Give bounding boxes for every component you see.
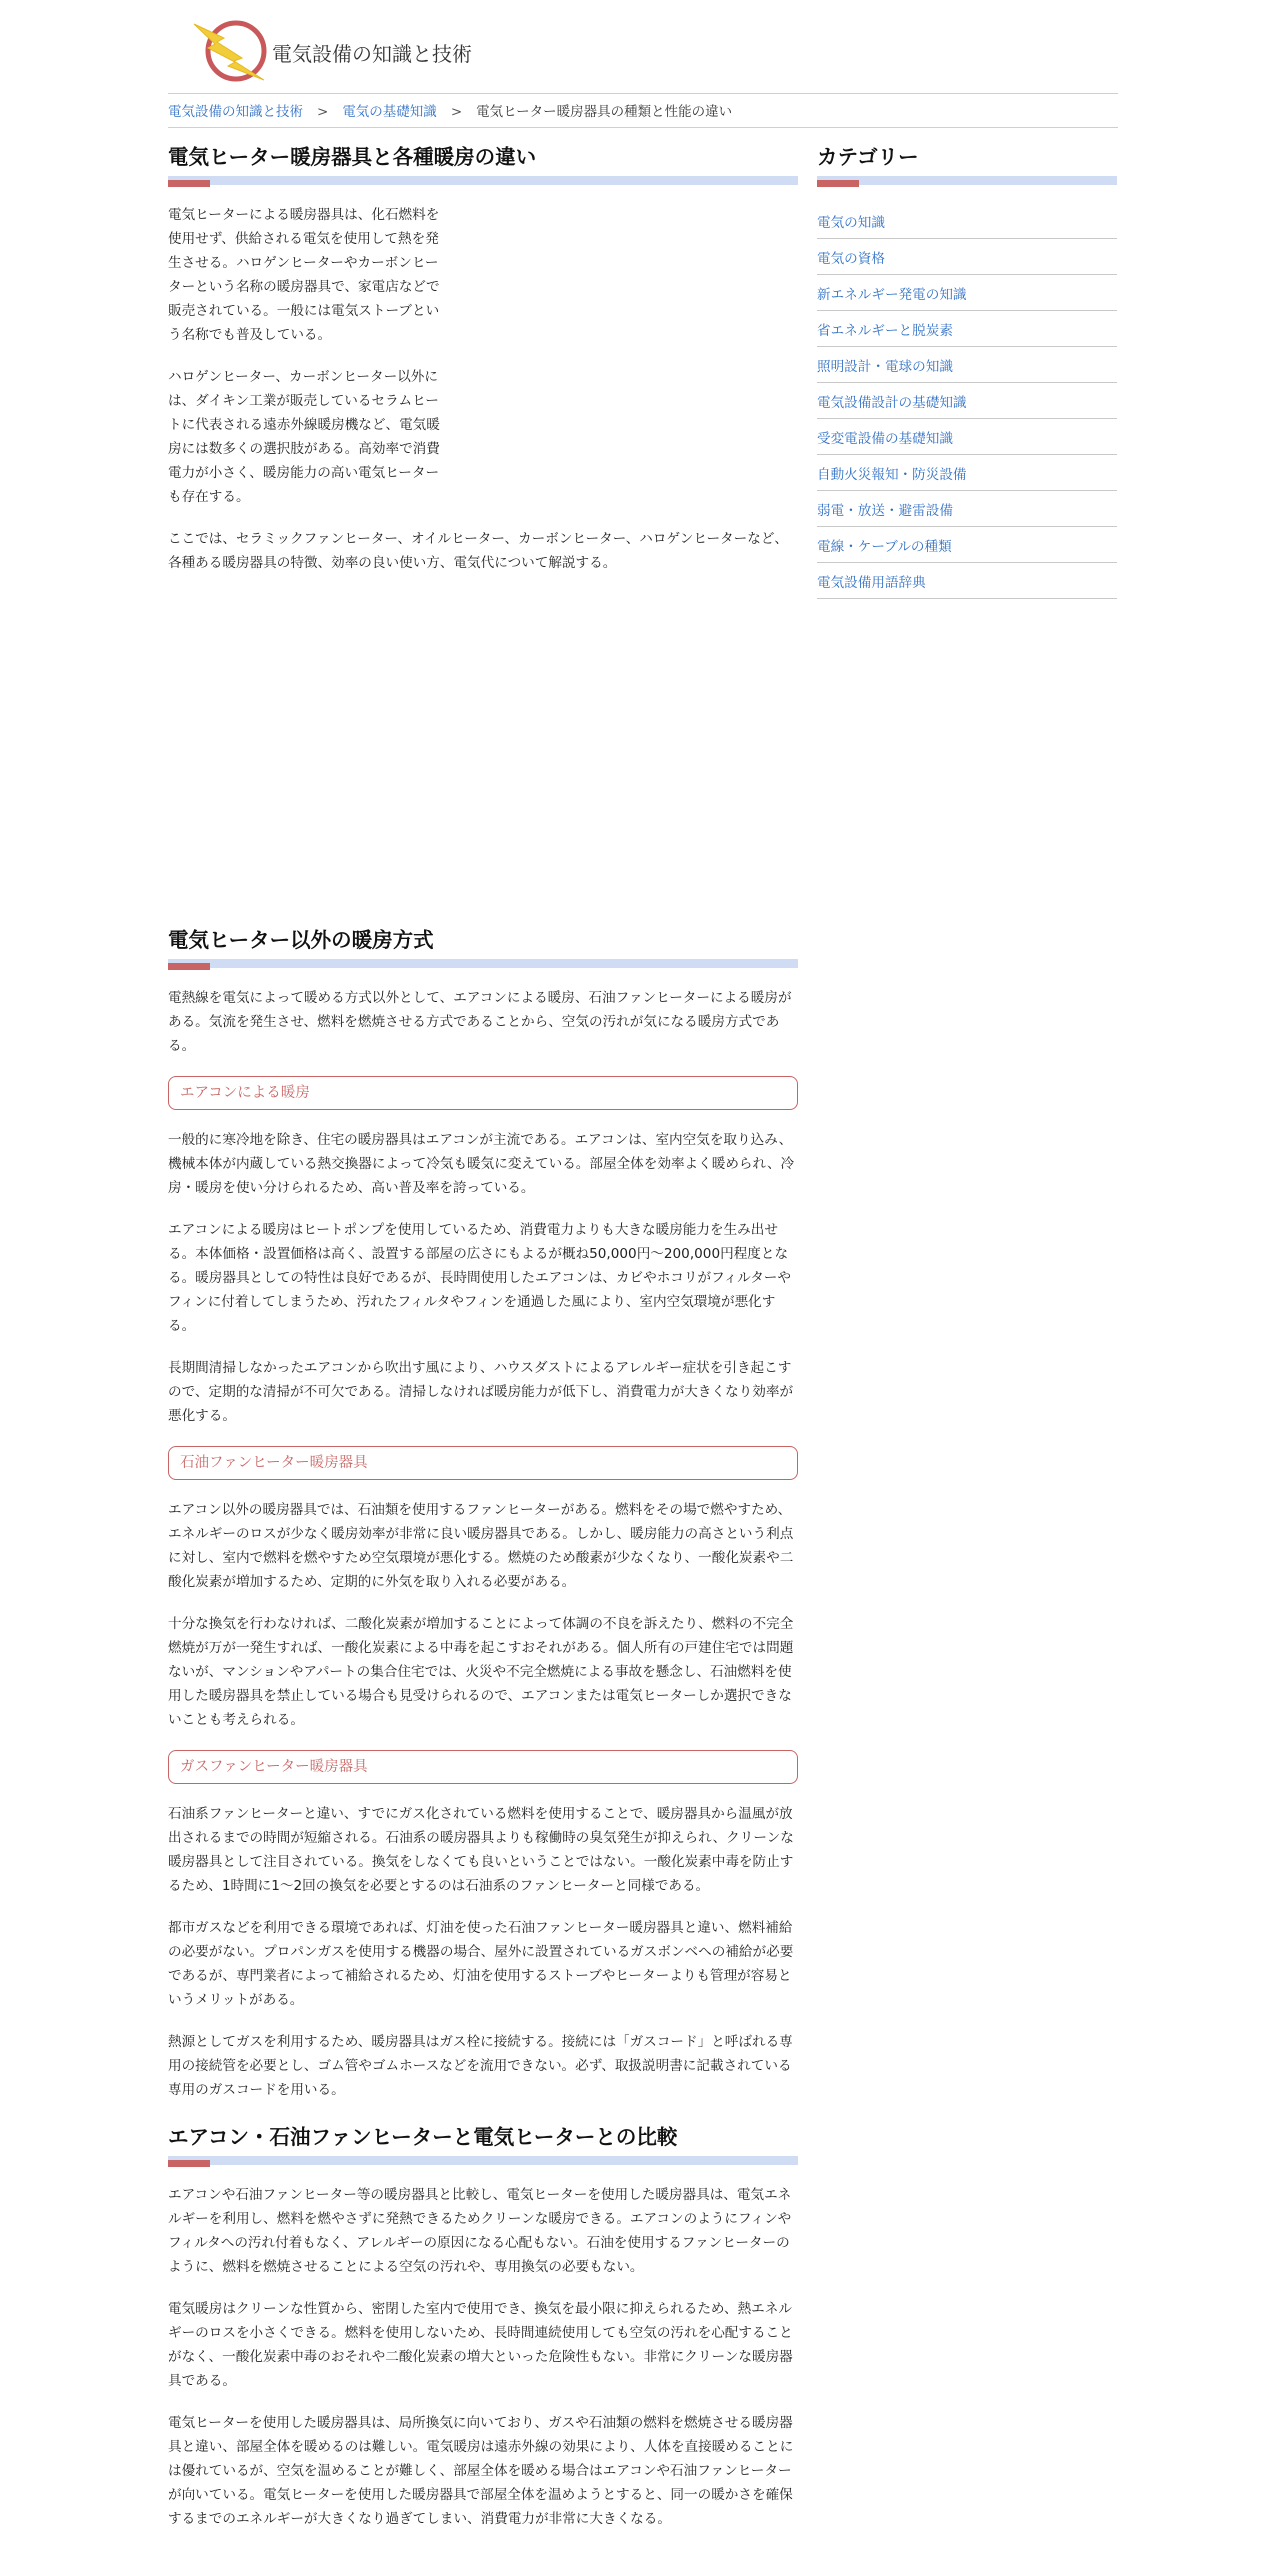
- heading-underline: [168, 959, 798, 970]
- category-link[interactable]: 電気設備用語辞典: [817, 563, 1117, 599]
- paragraph: 一般的に寒冷地を除き、住宅の暖房器具はエアコンが主流である。エアコンは、室内空気を取り込み、機械本体が内蔵している熱交換器によって冷気も暖気に変えている。部屋全体を効率よく暖められ、冷房・暖房を使い分けられるため、高い普及率を誇っている。: [168, 1132, 795, 1196]
- sidebar: [817, 140, 1117, 599]
- subsection-title: ガスファンヒーター暖房器具: [168, 1750, 798, 1784]
- paragraph: 十分な換気を行わなければ、二酸化炭素が増加することによって体調の不良を訴えたり、燃料の不完全燃焼が万が一発生すれば、一酸化炭素による中毒を起こすおそれがある。個人所有の戸建住宅では問題ないが、マンションやアパートの集合住宅では、火災や不完全燃焼による事故を懸念し、石油燃料を使用した暖房器具を禁止している場合も見受けられるので、エアコンまたは電気ヒーターしか選択できないことも考えられる。: [168, 1616, 794, 1728]
- category-link[interactable]: 新エネルギー発電の知識: [817, 275, 1117, 311]
- paragraph: エアコン以外の暖房器具では、石油類を使用するファンヒーターがある。燃料をその場で燃やすため、エネルギーのロスが少なく暖房効率が非常に良い暖房器具である。しかし、暖房能力の高さという利点に対し、室内で燃料を燃やすため空気環境が悪化する。燃焼のため酸素が少なくなり、一酸化炭素や二酸化炭素が増加するため、定期的に外気を取り入れる必要がある。: [168, 1502, 794, 1590]
- category-link[interactable]: 自動火災報知・防災設備: [817, 455, 1117, 491]
- paragraph: 電気ヒーターによる暖房器具は、化石燃料を使用せず、供給される電気を使用して熱を発生させる。ハロゲンヒーターやカーボンヒーターという名称の暖房器具で、家電店などで販売されている。一般には電気ストーブという名称でも普及している。: [168, 207, 440, 343]
- subsection-title: 石油ファンヒーター暖房器具: [168, 1446, 798, 1480]
- category-link[interactable]: 電気の資格: [817, 239, 1117, 275]
- heading-underline: [168, 176, 798, 187]
- section-heading: 電気ヒーター暖房器具と各種暖房の違い: [168, 145, 537, 169]
- breadcrumb-separator: >: [317, 104, 329, 120]
- breadcrumb-current: 電気ヒーター暖房器具の種類と性能の違い: [476, 104, 733, 120]
- category-link[interactable]: 電線・ケーブルの種類: [817, 527, 1117, 563]
- section-heading: 電気ヒーター以外の暖房方式: [168, 928, 434, 952]
- sidebar-title: カテゴリー: [817, 145, 919, 169]
- paragraph: ここでは、セラミックファンヒーター、オイルヒーター、カーボンヒーター、ハロゲンヒーターなど、各種ある暖房器具の特徴、効率の良い使い方、電気代について解説する。: [168, 531, 789, 571]
- main-content: [168, 140, 798, 2568]
- paragraph: 電気暖房はクリーンな性質から、密閉した室内で使用でき、換気を最小限に抑えられるため、熱エネルギーのロスを小さくできる。燃料を使用しないため、長時間連続使用しても空気の汚れを心配することがなく、一酸化炭素中毒のおそれや二酸化炭素の増大といった危険性もない。非常にクリーンな暖房器具である。: [168, 2301, 793, 2389]
- category-link[interactable]: 弱電・放送・避雷設備: [817, 491, 1117, 527]
- paragraph: 熱源としてガスを利用するため、暖房器具はガス栓に接続する。接続には「ガスコード」と呼ばれる専用の接続管を必要とし、ゴム管やゴムホースなどを流用できない。必ず、取扱説明書に記載されている専用のガスコードを用いる。: [168, 2034, 793, 2098]
- category-link[interactable]: 電気設備設計の基礎知識: [817, 383, 1117, 419]
- breadcrumb-home-link[interactable]: 電気設備の知識と技術: [168, 104, 303, 120]
- paragraph: 電気ヒーターを使用した暖房器具は、局所換気に向いており、ガスや石油類の燃料を燃焼させる暖房器具と違い、部屋全体を暖めるのは難しい。電気暖房は遠赤外線の効果により、人体を直接暖めることには優れているが、空気を温めることが難しく、部屋全体を暖める場合はエアコンや石油ファンヒーターが向いている。電気ヒーターを使用した暖房器具で部屋全体を温めようとすると、同一の暖かさを確保するまでのエネルギーが大きくなり過ぎてしまい、消費電力が非常に大きくなる。: [168, 2415, 794, 2527]
- category-link[interactable]: 省エネルギーと脱炭素: [817, 311, 1117, 347]
- lightning-bolt-logo-icon[interactable]: [190, 18, 270, 84]
- breadcrumb-parent-link[interactable]: 電気の基礎知識: [342, 104, 437, 120]
- section-heading: エアコン・石油ファンヒーターと電気ヒーターとの比較: [168, 2125, 678, 2149]
- site-title[interactable]: 電気設備の知識と技術: [272, 42, 472, 66]
- subsection-title: エアコンによる暖房: [168, 1076, 798, 1110]
- paragraph: ハロゲンヒーター、カーボンヒーター以外には、ダイキン工業が販売しているセラムヒートに代表される遠赤外線暖房機など、電気暖房には数多くの選択肢がある。高効率で消費電力が小さく、暖房能力の高い電気ヒーターも存在する。: [168, 369, 440, 505]
- breadcrumb-separator: >: [450, 104, 463, 120]
- paragraph: 都市ガスなどを利用できる環境であれば、灯油を使った石油ファンヒーター暖房器具と違い、燃料補給の必要がない。プロパンガスを使用する機器の場合、屋外に設置されているガスボンベへの補給が必要であるが、専門業者によって補給されるため、灯油を使用するストーブやヒーターよりも管理が容易というメリットがある。: [168, 1920, 794, 2008]
- category-list: [817, 203, 1117, 599]
- site-header: [168, 12, 1118, 94]
- breadcrumb: [168, 96, 1118, 128]
- paragraph: エアコンによる暖房はヒートポンプを使用しているため、消費電力よりも大きな暖房能力を生み出せる。本体価格・設置価格は高く、設置する部屋の広さにもよるが概ね50,000円～200,000円程度となる。暖房器具としての特性は良好であるが、長時間使用したエアコンは、カビやホコリがフィルターやフィンに付着してしまうため、汚れたフィルタやフィンを通過した風により、室内空気環境が悪化する。: [168, 1222, 791, 1334]
- category-link[interactable]: 電気の知識: [817, 203, 1117, 239]
- blank-ad-space: [168, 593, 798, 923]
- heading-underline: [817, 176, 1117, 187]
- paragraph: エアコンや石油ファンヒーター等の暖房器具と比較し、電気ヒーターを使用した暖房器具は、電気エネルギーを利用し、燃料を燃やさずに発熱できるためクリーンな暖房できる。エアコンのようにフィンやフィルタへの汚れ付着もなく、アレルギーの原因になる心配もない。石油を使用するファンヒーターのように、燃料を燃焼させることによる空気の汚れや、専用換気の必要もない。: [168, 2187, 792, 2275]
- paragraph: 石油系ファンヒーターと違い、すでにガス化されている燃料を使用することで、暖房器具から温風が放出されるまでの時間が短縮される。石油系の暖房器具よりも稼働時の臭気発生が抑えられ、クリーンな暖房器具として注目されている。換気をしなくても良いということではない。一酸化炭素中毒を防止するため、1時間に1～2回の換気を必要とするのは石油系のファンヒーターと同様である。: [168, 1806, 794, 1894]
- heading-underline: [168, 2156, 798, 2167]
- category-link[interactable]: 照明設計・電球の知識: [817, 347, 1117, 383]
- category-link[interactable]: 受変電設備の基礎知識: [817, 419, 1117, 455]
- paragraph: 電熱線を電気によって暖める方式以外として、エアコンによる暖房、石油ファンヒーターによる暖房がある。気流を発生させ、燃料を燃焼させる方式であることから、空気の汚れが気になる暖房方式である。: [168, 990, 792, 1054]
- paragraph: 長期間清掃しなかったエアコンから吹出す風により、ハウスダストによるアレルギー症状を引き起こすので、定期的な清掃が不可欠である。清掃しなければ暖房能力が低下し、消費電力が大きくなり効率が悪化する。: [168, 1360, 794, 1424]
